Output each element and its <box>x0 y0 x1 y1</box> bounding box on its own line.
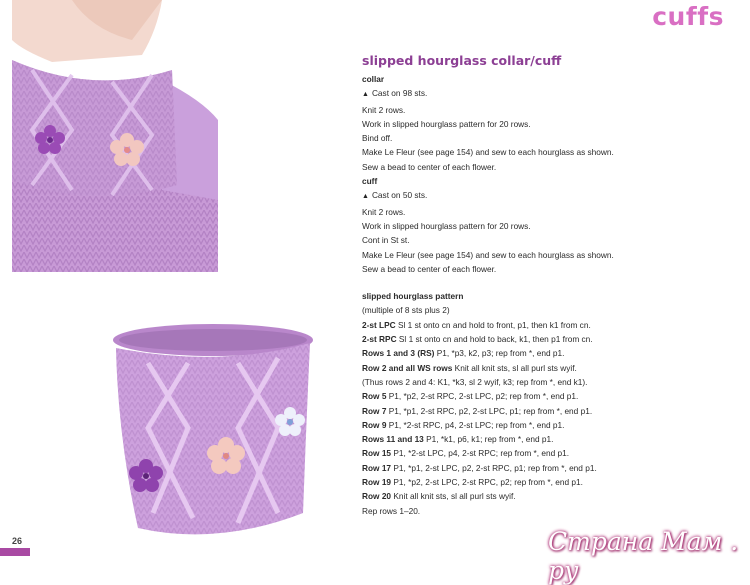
section-title: cuffs <box>652 2 724 31</box>
collar-step: Knit 2 rows. <box>362 104 406 115</box>
stitch-row-text: Sl 1 st onto cn and hold to front, p1, then k1 from cn. <box>397 319 591 330</box>
collar-step: Bind off. <box>362 133 393 144</box>
stitch-row-text: (Thus rows 2 and 4: K1, *k3, sl 2 wyif, k3; rep from *, end k1). <box>362 376 588 387</box>
triangle-up-icon: ▲ <box>362 91 369 99</box>
stitch-row-term: Row 19 <box>362 477 392 488</box>
page-number: 26 <box>12 536 23 546</box>
stitch-row <box>362 318 734 332</box>
stitch-row-text: Knit all knit sts, sl all purl sts wyif. <box>454 362 577 373</box>
stitch-row-term: Row 20 <box>362 491 392 502</box>
stitch-row-text: P1, *p1, 2-st RPC, p2, 2-st LPC, p1; rep from *, end p1. <box>388 405 593 416</box>
stitch-row <box>362 446 734 460</box>
stitch-row-term: Row 7 <box>362 405 387 416</box>
stitch-row-term: Row 9 <box>362 419 387 430</box>
stitch-row-text: P1, *p3, k2, p3; rep from *, end p1. <box>436 348 565 359</box>
cuff-label: cuff <box>362 176 378 187</box>
cuff-step: Sew a bead to center of each flower. <box>362 263 497 274</box>
stitch-row-text: P1, *p2, 2-st LPC, 2-st RPC, p2; rep from *, end p1. <box>393 477 583 488</box>
footer-bar <box>0 548 30 556</box>
stitch-row-term: Rows 11 and 13 <box>362 434 424 445</box>
collar-step: ▲ Cast on 98 sts. <box>362 86 734 102</box>
watermark: Страна Мам . ру <box>548 527 739 585</box>
pattern-instructions <box>362 52 734 518</box>
stitch-row <box>362 346 734 360</box>
stitch-row-term: Row 17 <box>362 462 392 473</box>
cuff-step: Knit 2 rows. <box>362 206 406 217</box>
stitch-multiple: (multiple of 8 sts plus 2) <box>362 305 450 316</box>
stitch-row <box>362 504 734 518</box>
collar-photo <box>12 0 218 272</box>
stitch-row <box>362 332 734 346</box>
collar-step: Sew a bead to center of each flower. <box>362 161 497 172</box>
collar-step: Work in slipped hourglass pattern for 20 rows. <box>362 118 531 129</box>
collar-label: collar <box>362 74 385 84</box>
cuff-step: ▲ Cast on 50 sts. <box>362 188 734 204</box>
stitch-row <box>362 418 734 432</box>
stitch-row <box>362 475 734 489</box>
stitch-row-term: 2-st RPC <box>362 334 397 345</box>
stitch-pattern-label: slipped hourglass pattern <box>362 291 464 302</box>
stitch-row-text: P1, *p2, 2-st RPC, 2-st LPC, p2; rep from *, end p1. <box>388 391 579 402</box>
cuff-step: Work in slipped hourglass pattern for 20 rows. <box>362 220 531 231</box>
stitch-row-text: Rep rows 1–20. <box>362 505 421 516</box>
stitch-rows <box>362 318 734 518</box>
cuff-photo <box>108 318 322 546</box>
stitch-row-text: Sl 1 st onto cn and hold to back, k1, then p1 from cn. <box>398 334 593 345</box>
stitch-row <box>362 404 734 418</box>
stitch-row-term: Rows 1 and 3 (RS) <box>362 348 435 359</box>
stitch-row <box>362 375 734 389</box>
stitch-row <box>362 461 734 475</box>
cuff-step: Make Le Fleur (see page 154) and sew to each hourglass as shown. <box>362 249 614 260</box>
stitch-row-text: P1, *k1, p6, k1; rep from *, end p1. <box>426 434 554 445</box>
triangle-up-icon: ▲ <box>362 193 369 201</box>
stitch-row <box>362 361 734 375</box>
stitch-row-text: P1, *p1, 2-st LPC, p2, 2-st RPC, p1; rep from *, end p1. <box>393 462 597 473</box>
cuff-step: Cont in St st. <box>362 235 410 246</box>
stitch-row <box>362 489 734 503</box>
stitch-row-term: Row 15 <box>362 448 392 459</box>
stitch-row-term: 2-st LPC <box>362 319 396 330</box>
stitch-row-term: Row 2 and all WS rows <box>362 362 453 373</box>
stitch-row <box>362 389 734 403</box>
stitch-row-term: Row 5 <box>362 391 387 402</box>
stitch-row <box>362 432 734 446</box>
stitch-row-text: Knit all knit sts, sl all purl sts wyif. <box>393 491 516 502</box>
collar-step: Make Le Fleur (see page 154) and sew to each hourglass as shown. <box>362 147 614 158</box>
pattern-title: slipped hourglass collar/cuff <box>362 53 562 68</box>
stitch-row-text: P1, *2-st RPC, p4, 2-st LPC; rep from *, end p1. <box>388 419 565 430</box>
stitch-row-text: P1, *2-st LPC, p4, 2-st RPC; rep from *, end p1. <box>393 448 570 459</box>
